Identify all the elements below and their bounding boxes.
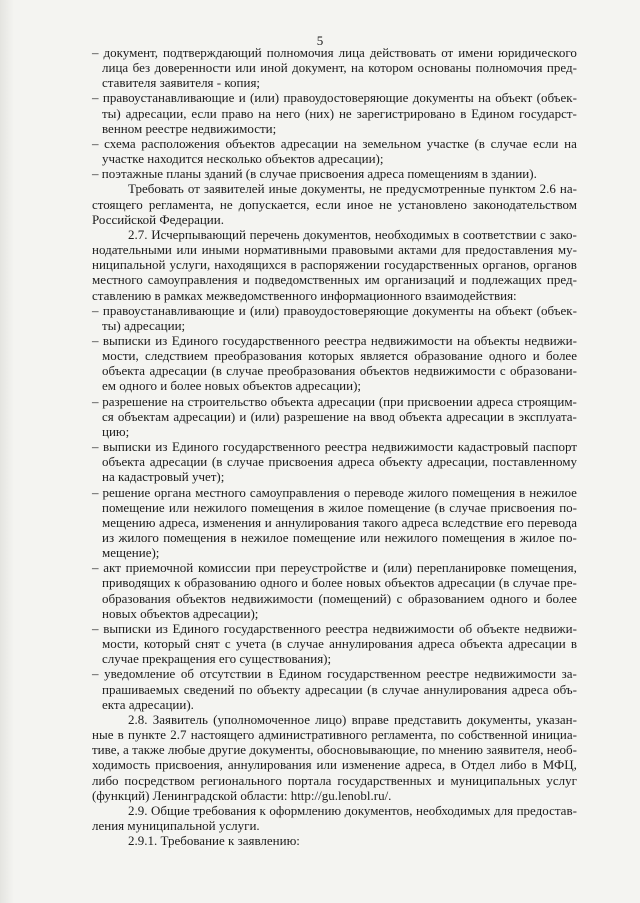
text-line: новых объектов адресации); <box>102 605 259 621</box>
text-line: – акт приемочной комиссии при переустройстве и (или) перепланировке помещения, <box>92 560 577 576</box>
text-line: – схема расположения объектов адресации на земельном участке (в случае если на <box>92 135 577 151</box>
text-line: нодательными или иными нормативными правовыми актами для предоставления му- <box>92 242 577 258</box>
text-line: Требовать от заявителей иные документы, не предусмотренные пунктом 2.6 на- <box>128 181 577 197</box>
text-line: ся объектам адресации) и (или) разрешение на ввод объекта адресации в эксплуата- <box>102 408 577 424</box>
text-line: ниципальной услуги, находящихся в распоряжении государственных органов, органов <box>92 257 577 273</box>
text-line: венном реестре недвижимости; <box>102 120 277 136</box>
text-line: мости, который снят с учета (в случае аннулирования адреса объекта адресации в <box>102 636 577 652</box>
text-line: екта адресации). <box>102 696 194 712</box>
document-body <box>92 45 577 848</box>
text-line: приводящих к образованию одного и более новых объектов адресации (в случае пре- <box>102 575 577 591</box>
text-line: – правоустанавливающие и (или) правоудостоверяющие документы на объект (объек- <box>92 302 577 318</box>
text-line: мещение); <box>102 545 160 561</box>
text-line: ты) адресации, если право на него (них) не зарегистрировано в Едином государст- <box>102 105 577 121</box>
text-line: объекта адресации (в случае присвоения адреса объекту адресации, поставленному <box>102 454 577 470</box>
text-line: на кадастровый учет); <box>102 469 225 485</box>
text-line: – поэтажные планы зданий (в случае присвоения адреса помещениям в здании). <box>92 166 537 182</box>
text-line: – выписки из Единого государственного реестра недвижимости об объекте недвижи- <box>92 620 577 636</box>
text-line: – выписки из Единого государственного реестра недвижимости кадастровый паспорт <box>92 439 577 455</box>
text-line: – уведомление об отсутствии в Едином государственном реестре недвижимости за- <box>92 666 577 682</box>
text-line: цию; <box>102 423 130 439</box>
text-line: ставителя заявителя - копия; <box>102 75 261 91</box>
text-line: мости, следствием преобразования которых является образование одного и более <box>102 348 577 364</box>
text-line: (функций) Ленинградской области: http://gu.lenobl.ru/. <box>92 787 392 803</box>
text-line: образования объектов недвижимости (помещений) с образованием одного и более <box>102 590 577 606</box>
text-line: 2.9. Общие требования к оформлению документов, необходимых для предостав- <box>128 802 577 818</box>
text-line: ходимость присвоения, аннулирования или изменение адреса, в Отдел либо в МФЦ, <box>92 757 577 773</box>
text-line: ные в пункте 2.7 настоящего административного регламента, по собственной инициа- <box>92 727 577 743</box>
text-line: стоящего регламента, не допускается, если иное не установлено законодательством <box>92 196 577 212</box>
text-line: ты) адресации; <box>102 317 186 333</box>
text-line: участке находится несколько объектов адресации); <box>102 151 384 167</box>
text-line: Российской Федерации. <box>92 211 224 227</box>
text-line: ем одного и более новых объектов адресации); <box>102 378 362 394</box>
text-line: ставлению в рамках межведомственного информационного взаимодействия: <box>92 287 517 303</box>
text-line: 2.9.1. Требование к заявлению: <box>128 833 300 849</box>
text-line: 2.7. Исчерпывающий перечень документов, необходимых в соответствии с зако- <box>128 226 577 242</box>
text-line: – выписки из Единого государственного реестра недвижимости на объекты недвижи- <box>92 332 577 348</box>
text-line: лица без доверенности или иной документ, на котором основаны полномочия пред- <box>102 60 577 76</box>
text-line: ления муниципальной услуги. <box>92 817 260 833</box>
text-line: – решение органа местного самоуправления о переводе жилого помещения в нежилое <box>92 484 577 500</box>
text-line: либо посредством регионального портала государственных и муниципальных услуг <box>92 772 577 788</box>
text-line: из жилого помещения в нежилое помещение или нежилого помещения в жилое по- <box>102 530 577 545</box>
text-line: случае прекращения его существования); <box>102 651 332 667</box>
text-line: прашиваемых сведений по объекту адресации (в случае аннулирования адреса объ- <box>102 681 577 697</box>
page-number: 5 <box>316 33 324 48</box>
text-line: – документ, подтверждающий полномочия лица действовать от имени юридического <box>92 45 577 60</box>
text-line: местного самоуправления и подведомственных им организаций и подлежащих пред- <box>92 272 577 288</box>
scan-edge-shadow <box>0 0 14 903</box>
text-line: тиве, а также любые другие документы, обосновывающие, по мнению заявителя, необ- <box>92 742 577 758</box>
text-line: объекта адресации (в случае преобразования объектов недвижимости с образовани- <box>102 363 577 379</box>
text-line: 2.8. Заявитель (уполномоченное лицо) вправе представить документы, указан- <box>128 711 577 727</box>
text-line: – разрешение на строительство объекта адресации (при присвоении адреса строящим- <box>92 393 577 409</box>
text-line: мещению адреса, изменения и аннулирования такого адреса вследствие его перевода <box>102 514 577 530</box>
text-line: помещение или нежилого помещения в жилое помещение (в случае присвоения по- <box>102 499 577 515</box>
text-line: – правоустанавливающие и (или) правоудостоверяющие документы на объект (объек- <box>92 90 577 106</box>
